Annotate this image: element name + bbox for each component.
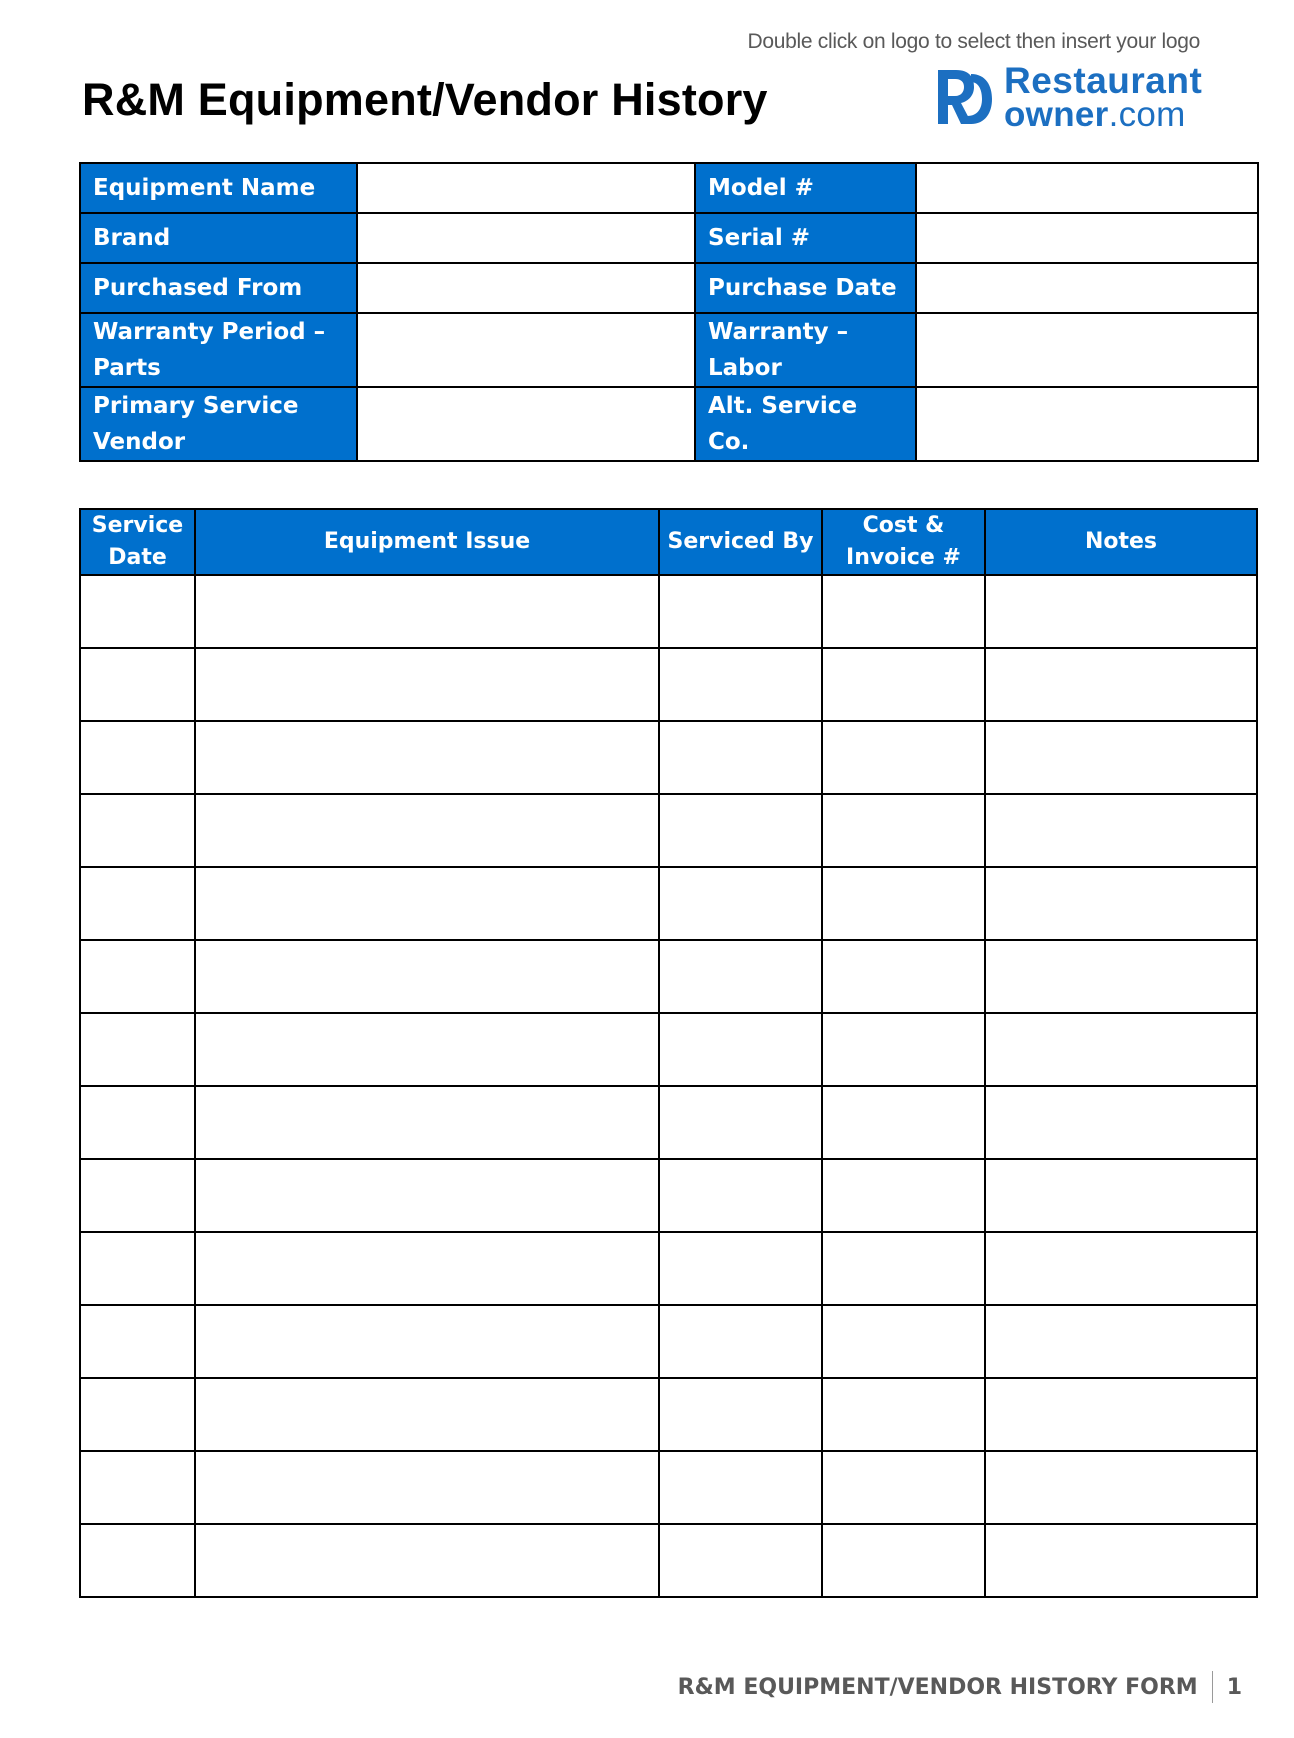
equipment-name-label: Equipment Name [80,163,357,213]
equipment-issue-cell[interactable] [195,1451,659,1524]
table-row [80,1305,1257,1378]
table-row [80,1232,1257,1305]
primary-vendor-field[interactable] [357,387,695,461]
equipment-issue-cell[interactable] [195,1378,659,1451]
notes-cell[interactable] [985,1013,1257,1086]
equipment-issue-cell[interactable] [195,648,659,721]
equipment-issue-cell[interactable] [195,794,659,867]
model-label: Model # [695,163,916,213]
service-date-cell[interactable] [80,1524,195,1597]
table-row [80,648,1257,721]
serviced-by-cell[interactable] [659,867,822,940]
purchase-date-field[interactable] [916,263,1258,313]
cost-invoice-cell[interactable] [822,794,985,867]
serviced-by-cell[interactable] [659,575,822,648]
service-date-cell[interactable] [80,940,195,1013]
logo-wordmark [1004,62,1202,132]
logo-line-owner [1004,97,1202,132]
alt-service-field[interactable] [916,387,1258,461]
service-date-cell[interactable] [80,1013,195,1086]
serviced-by-cell[interactable] [659,1086,822,1159]
table-row [80,575,1257,648]
column-header-service-date: Service Date [80,509,195,575]
service-date-cell[interactable] [80,1451,195,1524]
alt-service-label: Alt. Service Co. [695,387,916,461]
service-date-cell[interactable] [80,1159,195,1232]
cost-invoice-cell[interactable] [822,1159,985,1232]
serviced-by-cell[interactable] [659,721,822,794]
service-date-cell[interactable] [80,794,195,867]
column-header-serviced-by: Serviced By [659,509,822,575]
cost-invoice-cell[interactable] [822,575,985,648]
table-row [80,940,1257,1013]
warranty-parts-label: Warranty Period – Parts [80,313,357,387]
notes-cell[interactable] [985,721,1257,794]
cost-invoice-cell[interactable] [822,1013,985,1086]
notes-cell[interactable] [985,1159,1257,1232]
footer-divider [1212,1671,1213,1703]
footer-page-number: 1 [1226,1674,1242,1700]
column-header-notes: Notes [985,509,1257,575]
equipment-issue-cell[interactable] [195,721,659,794]
notes-cell[interactable] [985,648,1257,721]
service-date-cell[interactable] [80,575,195,648]
service-date-cell[interactable] [80,721,195,794]
equipment-issue-cell[interactable] [195,867,659,940]
logo-line-restaurant: Restaurant [1004,60,1203,101]
service-log-table [79,508,1258,1598]
page-footer [678,1671,1242,1703]
warranty-parts-field[interactable] [357,313,695,387]
cost-invoice-cell[interactable] [822,867,985,940]
equipment-issue-cell[interactable] [195,1159,659,1232]
serviced-by-cell[interactable] [659,1378,822,1451]
table-row [80,867,1257,940]
company-logo[interactable] [934,62,1202,132]
table-row [80,1159,1257,1232]
serviced-by-cell[interactable] [659,1524,822,1597]
restaurant-owner-logo-icon [934,64,996,130]
notes-cell[interactable] [985,867,1257,940]
serial-field[interactable] [916,213,1258,263]
brand-field[interactable] [357,213,695,263]
serviced-by-cell[interactable] [659,1451,822,1524]
service-date-cell[interactable] [80,1305,195,1378]
table-row [80,794,1257,867]
notes-cell[interactable] [985,1086,1257,1159]
cost-invoice-cell[interactable] [822,1451,985,1524]
notes-cell[interactable] [985,1524,1257,1597]
table-row [80,1086,1257,1159]
serviced-by-cell[interactable] [659,1305,822,1378]
warranty-labor-label: Warranty – Labor [695,313,916,387]
cost-invoice-cell[interactable] [822,1086,985,1159]
column-header-cost-invoice: Cost & Invoice # [822,509,985,575]
notes-cell[interactable] [985,1232,1257,1305]
table-row [80,1378,1257,1451]
purchased-from-label: Purchased From [80,263,357,313]
serviced-by-cell[interactable] [659,1013,822,1086]
service-date-cell[interactable] [80,1378,195,1451]
equipment-issue-cell[interactable] [195,1086,659,1159]
table-row [80,1524,1257,1597]
notes-cell[interactable] [985,1305,1257,1378]
service-date-cell[interactable] [80,867,195,940]
brand-label: Brand [80,213,357,263]
equipment-issue-cell[interactable] [195,1305,659,1378]
service-log-body [80,575,1257,1597]
purchase-date-label: Purchase Date [695,263,916,313]
info-row-service-vendors [80,387,1258,461]
notes-cell[interactable] [985,575,1257,648]
footer-form-name: R&M EQUIPMENT/VENDOR HISTORY FORM [677,1674,1198,1700]
table-row [80,1013,1257,1086]
cost-invoice-cell[interactable] [822,721,985,794]
cost-invoice-cell[interactable] [822,940,985,1013]
warranty-labor-field[interactable] [916,313,1258,387]
equipment-name-field[interactable] [357,163,695,213]
model-field[interactable] [916,163,1258,213]
table-row [80,1451,1257,1524]
cost-invoice-cell[interactable] [822,1305,985,1378]
notes-cell[interactable] [985,1451,1257,1524]
equipment-info-table [79,162,1259,462]
serviced-by-cell[interactable] [659,794,822,867]
equipment-issue-cell[interactable] [195,940,659,1013]
table-row [80,721,1257,794]
serviced-by-cell[interactable] [659,648,822,721]
serviced-by-cell[interactable] [659,1232,822,1305]
info-row-purchase [80,263,1258,313]
info-row-name-model [80,163,1258,213]
service-date-cell[interactable] [80,1086,195,1159]
service-date-cell[interactable] [80,648,195,721]
purchased-from-field[interactable] [357,263,695,313]
serial-label: Serial # [695,213,916,263]
logo-dotcom: .com [1108,95,1186,134]
page-title: R&M Equipment/Vendor History [82,74,768,125]
equipment-issue-cell[interactable] [195,1013,659,1086]
equipment-issue-cell[interactable] [195,1524,659,1597]
notes-cell[interactable] [985,794,1257,867]
equipment-issue-cell[interactable] [195,1232,659,1305]
serviced-by-cell[interactable] [659,1159,822,1232]
info-row-warranty [80,313,1258,387]
logo-hint-text: Double click on logo to select then insert your logo [747,30,1200,53]
info-row-brand-serial [80,213,1258,263]
logo-owner-bold: owner [1004,95,1109,134]
cost-invoice-cell[interactable] [822,1524,985,1597]
cost-invoice-cell[interactable] [822,1232,985,1305]
cost-invoice-cell[interactable] [822,648,985,721]
equipment-issue-cell[interactable] [195,575,659,648]
service-log-header-row [80,509,1257,575]
serviced-by-cell[interactable] [659,940,822,1013]
cost-invoice-cell[interactable] [822,1378,985,1451]
service-date-cell[interactable] [80,1232,195,1305]
primary-vendor-label: Primary Service Vendor [80,387,357,461]
notes-cell[interactable] [985,940,1257,1013]
column-header-equipment-issue: Equipment Issue [195,509,659,575]
notes-cell[interactable] [985,1378,1257,1451]
